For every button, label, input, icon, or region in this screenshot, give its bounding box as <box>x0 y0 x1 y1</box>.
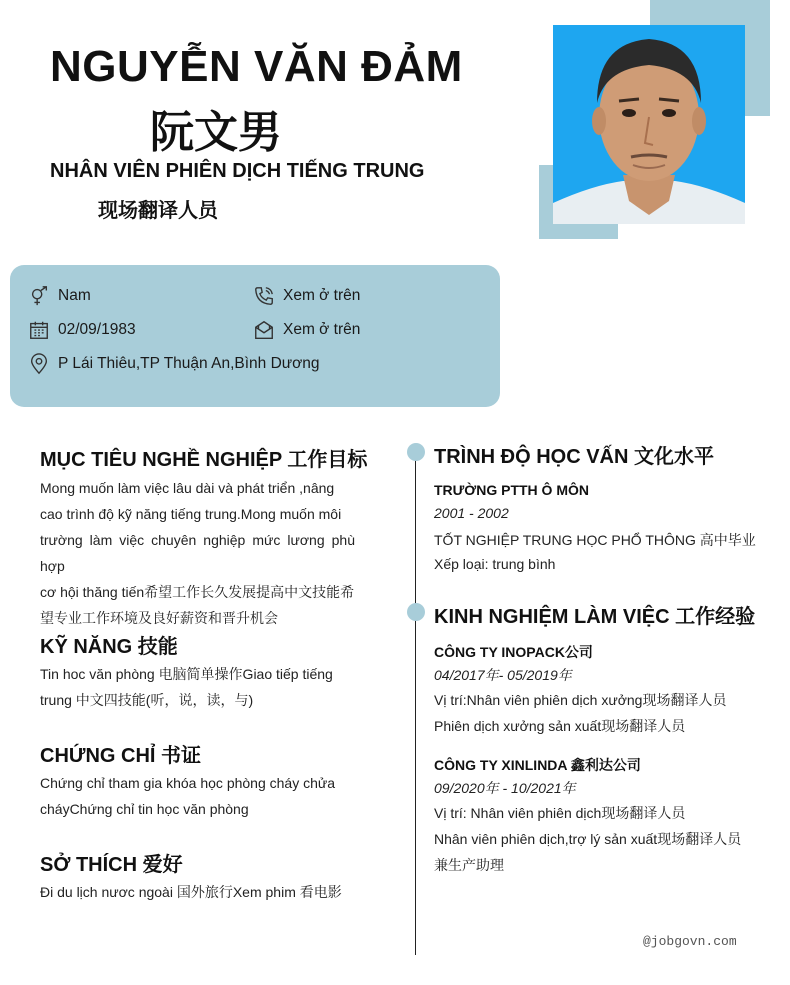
education-dates: 2001 - 2002 <box>434 505 509 521</box>
objective-line: cơ hội thăng tiến希望工作长久发展提高中文技能希 <box>40 584 355 600</box>
phone-item <box>253 285 360 307</box>
job-company: CÔNG TY INOPACK公司 <box>434 644 593 660</box>
job-line: Phiên dịch xưởng sản xuất现场翻译人员 <box>434 718 686 734</box>
job-dates: 09/2020年 - 10/2021年 <box>434 780 576 796</box>
address-item <box>28 353 320 375</box>
objective-line: Mong muốn làm việc lâu dài và phát triển ,nâng <box>40 480 335 496</box>
gender-item <box>28 285 91 307</box>
objective-text <box>40 475 355 631</box>
job-company: CÔNG TY XINLINDA 鑫利达公司 <box>434 757 641 773</box>
job-dates: 04/2017年- 05/2019年 <box>434 667 572 683</box>
email-value: Xem ở trên <box>283 321 361 338</box>
job-line: 兼生产助理 <box>434 857 504 873</box>
school-name: TRƯỜNG PTTH Ô MÔN <box>434 482 589 498</box>
education-heading: TRÌNH ĐỘ HỌC VẤN 文化水平 <box>434 446 714 468</box>
hobbies-text <box>40 879 370 905</box>
timeline-dot-experience <box>407 603 425 621</box>
job-line: Nhân viên phiên dịch,trợ lý sản xuất现场翻译人员 <box>434 831 742 847</box>
skills-text <box>40 661 355 713</box>
job-title: NHÂN VIÊN PHIÊN DỊCH TIẾNG TRUNG <box>50 160 425 182</box>
phone-value: Xem ở trên <box>283 287 361 304</box>
email-icon <box>253 319 275 341</box>
job-title-chinese: 现场翻译人员 <box>98 200 218 222</box>
experience-heading: KINH NGHIỆM LÀM VIỆC 工作经验 <box>434 606 756 628</box>
gender-value: Nam <box>58 287 91 304</box>
address-value: P Lái Thiêu,TP Thuận An,Bình Dương <box>58 355 320 372</box>
objective-line: 望专业工作环境及良好薪资和晋升机会 <box>40 610 278 626</box>
location-icon <box>28 353 50 375</box>
gender-icon <box>28 285 50 307</box>
candidate-name-chinese: 阮文男 <box>150 108 282 157</box>
watermark: @jobgovn.com <box>643 934 737 949</box>
hobbies-line: Đi du lịch nươc ngoài 国外旅行Xem phim 看电影 <box>40 884 342 900</box>
timeline-line <box>415 452 416 955</box>
skills-line: trung 中文四技能(听，说，读，与) <box>40 692 254 708</box>
email-item <box>253 319 360 341</box>
objective-line: cao trình độ kỹ năng tiếng trung.Mong muốn môi <box>40 506 342 522</box>
contact-info-box <box>10 265 500 407</box>
objective-heading: MỤC TIÊU NGHỀ NGHIỆP 工作目标 <box>40 449 368 471</box>
skills-line: Tin hoc văn phòng 电脑简单操作Giao tiếp tiếng <box>40 666 333 682</box>
certificates-heading: CHỨNG CHỈ 书证 <box>40 745 202 767</box>
skills-heading: KỸ NĂNG 技能 <box>40 636 178 658</box>
job-line: Vị trí: Nhân viên phiên dịch现场翻译人员 <box>434 805 686 821</box>
timeline-dot-education <box>407 443 425 461</box>
candidate-name: NGUYỄN VĂN ĐẢM <box>50 42 463 91</box>
job-line: Vị trí:Nhân viên phiên dịch xưởng现场翻译人员 <box>434 692 727 708</box>
dob-item <box>28 319 136 341</box>
certificates-line: Chứng chỉ tham gia khóa học phòng cháy chửa <box>40 775 336 791</box>
hobbies-heading: SỞ THÍCH 爱好 <box>40 854 183 876</box>
education-grade: Xếp loại: trung bình <box>434 556 556 572</box>
education-degree: TỐT NGHIỆP TRUNG HỌC PHỔ THÔNG 高中毕业 <box>434 532 756 548</box>
certificates-line: cháyChứng chỉ tin học văn phòng <box>40 801 249 817</box>
certificates-text <box>40 770 355 822</box>
calendar-icon <box>28 319 50 341</box>
phone-icon <box>253 285 275 307</box>
dob-value: 02/09/1983 <box>58 321 136 338</box>
profile-photo <box>553 25 745 224</box>
objective-line: trường làm việc chuyên nghiệp mức lương phù hợp <box>40 532 355 574</box>
